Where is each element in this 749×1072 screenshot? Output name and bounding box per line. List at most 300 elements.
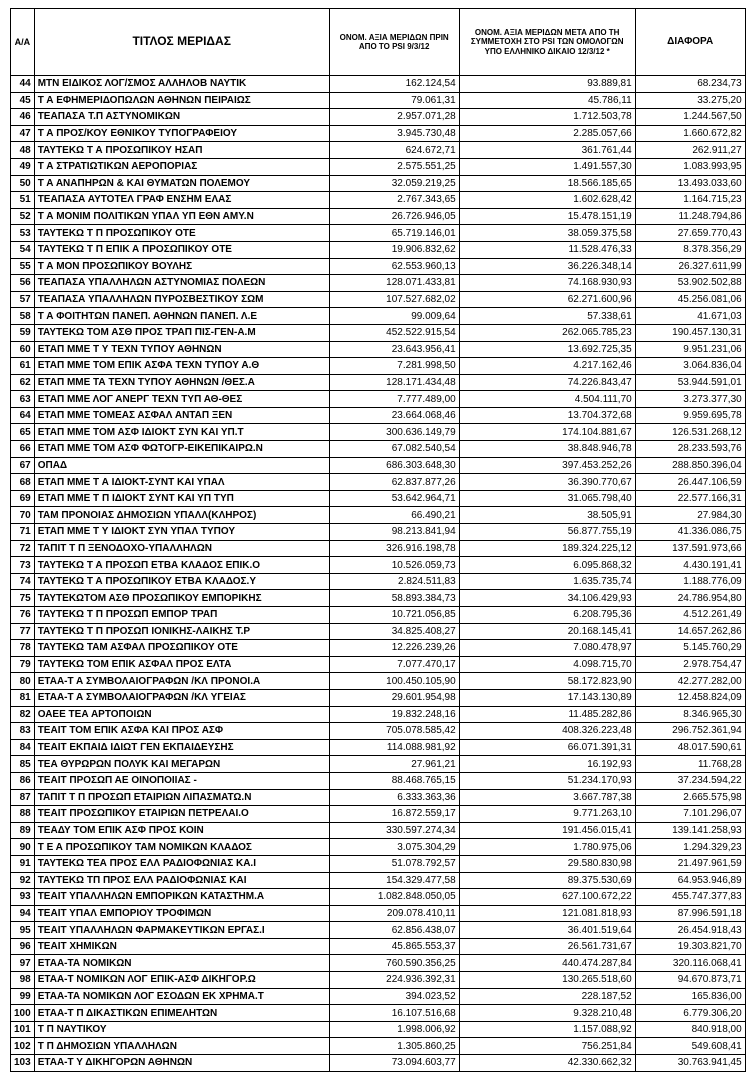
fund-title: ΤΕΑΙΤ ΠΡΟΣΩΠΙΚΟΥ ΕΤΑΙΡΙΩΝ ΠΕΤΡΕΛΑΙ.Ο — [34, 806, 329, 823]
table-row — [11, 208, 746, 225]
value-before: 100.450.105,90 — [329, 673, 459, 690]
fund-title: ΤΕΑΠΑΣΑ ΥΠΑΛΛΗΛΩΝ ΑΣΤΥΝΟΜΙΑΣ ΠΟΛΕΩΝ — [34, 275, 329, 292]
table-row — [11, 258, 746, 275]
fund-title: ΤΑΠΙΤ Τ Π ΠΡΟΣΩΠ ΕΤΑΙΡΙΩΝ ΛΙΠΑΣΜΑΤΩ.Ν — [34, 789, 329, 806]
fund-title: ΤΕΑΙΤ ΠΡΟΣΩΠ ΑΕ ΟΙΝΟΠΟΙΙΑΣ - — [34, 772, 329, 789]
fund-title: ΜΤΝ ΕΙΔΙΚΟΣ ΛΟΓ/ΣΜΟΣ ΑΛΛΗΛΟΒ ΝΑΥΤΙΚ — [34, 76, 329, 93]
fund-title: ΤΑΥΤΕΚΩ Τ Π ΠΡΟΣΩΠ ΕΜΠΟΡ ΤΡΑΠ — [34, 607, 329, 624]
value-after: 74.226.843,47 — [459, 374, 635, 391]
row-number: 98 — [11, 972, 35, 989]
table-row — [11, 855, 746, 872]
table-row — [11, 291, 746, 308]
difference: 22.577.166,31 — [635, 490, 745, 507]
table-header — [11, 9, 746, 76]
value-before: 624.672,71 — [329, 142, 459, 159]
fund-title: ΤΑΥΤΕΚΩ Τ Π ΠΡΟΣΩΠΙΚΟΥ ΟΤΕ — [34, 225, 329, 242]
fund-title: ΕΤΑΠ ΜΜΕ ΤΑ ΤΕΧΝ ΤΥΠΟΥ ΑΘΗΝΩΝ /ΘΕΣ.Α — [34, 374, 329, 391]
header-title: ΤΙΤΛΟΣ ΜΕΡΙΔΑΣ — [34, 9, 329, 76]
value-before: 114.088.981,92 — [329, 739, 459, 756]
difference: 53.902.502,88 — [635, 275, 745, 292]
value-before: 107.527.682,02 — [329, 291, 459, 308]
row-number: 90 — [11, 839, 35, 856]
row-number: 86 — [11, 772, 35, 789]
difference: 1.164.715,23 — [635, 192, 745, 209]
difference: 41.336.086,75 — [635, 524, 745, 541]
value-before: 1.082.848.050,05 — [329, 889, 459, 906]
fund-title: Τ Α ΜΟΝΙΜ ΠΟΛΙΤΙΚΩΝ ΥΠΑΛ ΥΠ ΕΘΝ ΑΜΥ.Ν — [34, 208, 329, 225]
fund-title: ΤΑΥΤΕΚΩ ΤΟΜ ΑΣΘ ΠΡΟΣ ΤΡΑΠ ΠΙΣ-ΓΕΝ-Α.Μ — [34, 324, 329, 341]
difference: 64.953.946,89 — [635, 872, 745, 889]
table-row — [11, 839, 746, 856]
value-before: 2.767.343,65 — [329, 192, 459, 209]
difference: 19.303.821,70 — [635, 938, 745, 955]
value-before: 705.078.585,42 — [329, 723, 459, 740]
row-number: 99 — [11, 988, 35, 1005]
difference: 4.512.261,49 — [635, 607, 745, 624]
table-row — [11, 308, 746, 325]
value-before: 62.553.960,13 — [329, 258, 459, 275]
value-before: 7.281.998,50 — [329, 358, 459, 375]
value-after: 38.848.946,78 — [459, 441, 635, 458]
table-row — [11, 972, 746, 989]
fund-title: ΕΤΑΑ-Τ Α ΣΥΜΒΟΛΑΙΟΓΡΑΦΩΝ /ΚΛ ΥΓΕΙΑΣ — [34, 689, 329, 706]
table-row — [11, 490, 746, 507]
difference: 3.064.836,04 — [635, 358, 745, 375]
row-number: 87 — [11, 789, 35, 806]
table-row — [11, 590, 746, 607]
difference: 5.145.760,29 — [635, 640, 745, 657]
value-after: 56.877.755,19 — [459, 524, 635, 541]
table-row — [11, 938, 746, 955]
value-after: 397.453.252,26 — [459, 457, 635, 474]
value-before: 67.082.540,54 — [329, 441, 459, 458]
table-row — [11, 109, 746, 126]
fund-title: ΕΤΑΠ ΜΜΕ Τ Π ΙΔΙΟΚΤ ΣΥΝΤ ΚΑΙ ΥΠ ΤΥΠ — [34, 490, 329, 507]
row-number: 95 — [11, 922, 35, 939]
fund-title: ΤΑΥΤΕΚΩ Τ Α ΠΡΟΣΩΠΙΚΟΥ ΗΣΑΠ — [34, 142, 329, 159]
row-number: 56 — [11, 275, 35, 292]
value-after: 34.106.429,93 — [459, 590, 635, 607]
row-number: 96 — [11, 938, 35, 955]
table-row — [11, 689, 746, 706]
difference: 11.248.794,86 — [635, 208, 745, 225]
row-number: 52 — [11, 208, 35, 225]
fund-title: ΤΕΑΙΤ ΕΚΠΑΙΔ ΙΔΙΩΤ ΓΕΝ ΕΚΠΑΙΔΕΥΣΗΣ — [34, 739, 329, 756]
row-number: 80 — [11, 673, 35, 690]
row-number: 79 — [11, 656, 35, 673]
row-number: 61 — [11, 358, 35, 375]
difference: 7.101.296,07 — [635, 806, 745, 823]
value-before: 10.526.059,73 — [329, 557, 459, 574]
fund-title: ΕΤΑΑ-ΤΑ ΝΟΜΙΚΩΝ — [34, 955, 329, 972]
table-row — [11, 955, 746, 972]
fund-title: ΕΤΑΠ ΜΜΕ Τ Υ ΙΔΙΟΚΤ ΣΥΝ ΥΠΑΛ ΤΥΠΟΥ — [34, 524, 329, 541]
value-before: 26.726.946,05 — [329, 208, 459, 225]
table-row — [11, 241, 746, 258]
difference: 1.188.776,09 — [635, 573, 745, 590]
difference: 1.244.567,50 — [635, 109, 745, 126]
table-row — [11, 507, 746, 524]
table-row — [11, 391, 746, 408]
value-before: 209.078.410,11 — [329, 905, 459, 922]
header-value-before: ΟΝΟΜ. ΑΞΙΑ ΜΕΡΙΔΩΝ ΠΡΙΝ ΑΠΟ ΤΟ PSI 9/3/12 — [329, 9, 459, 76]
value-after: 4.504.111,70 — [459, 391, 635, 408]
value-after: 42.330.662,32 — [459, 1055, 635, 1072]
row-number: 59 — [11, 324, 35, 341]
value-before: 16.872.559,17 — [329, 806, 459, 823]
value-after: 13.692.725,35 — [459, 341, 635, 358]
row-number: 102 — [11, 1038, 35, 1055]
difference: 26.327.611,99 — [635, 258, 745, 275]
value-after: 93.889,81 — [459, 76, 635, 93]
table-row — [11, 806, 746, 823]
value-before: 2.824.511,83 — [329, 573, 459, 590]
value-before: 12.226.239,26 — [329, 640, 459, 657]
table-row — [11, 175, 746, 192]
difference: 14.657.262,86 — [635, 623, 745, 640]
difference: 12.458.824,09 — [635, 689, 745, 706]
table-row — [11, 407, 746, 424]
fund-title: ΕΤΑΠ ΜΜΕ ΤΟΜ ΕΠΙΚ ΑΣΦΑ ΤΕΧΝ ΤΥΠΟΥ Α.Θ — [34, 358, 329, 375]
value-after: 440.474.287,84 — [459, 955, 635, 972]
value-after: 408.326.223,48 — [459, 723, 635, 740]
table-row — [11, 905, 746, 922]
row-number: 78 — [11, 640, 35, 657]
table-row — [11, 822, 746, 839]
difference: 26.454.918,43 — [635, 922, 745, 939]
fund-title: ΕΤΑΠ ΜΜΕ Τ Υ ΤΕΧΝ ΤΥΠΟΥ ΑΘΗΝΩΝ — [34, 341, 329, 358]
fund-title: Τ Α ΦΟΙΤΗΤΩΝ ΠΑΝΕΠ. ΑΘΗΝΩΝ ΠΑΝΕΠ. Λ.Ε — [34, 308, 329, 325]
table-row — [11, 723, 746, 740]
difference: 94.670.873,71 — [635, 972, 745, 989]
value-after: 7.080.478,97 — [459, 640, 635, 657]
header-row — [11, 9, 746, 76]
value-before: 79.061,31 — [329, 92, 459, 109]
value-after: 4.217.162,46 — [459, 358, 635, 375]
fund-title: ΤΑΥΤΕΚΩ ΤΠ ΠΡΟΣ ΕΛΛ ΡΑΔΙΟΦΩΝΙΑΣ ΚΑΙ — [34, 872, 329, 889]
table-row — [11, 573, 746, 590]
row-number: 72 — [11, 540, 35, 557]
fund-title: ΤΑΥΤΕΚΩ Τ Α ΠΡΟΣΩΠΙΚΟΥ ΕΤΒΑ ΚΛΑΔΟΣ.Υ — [34, 573, 329, 590]
header-value-after: ΟΝΟΜ. ΑΞΙΑ ΜΕΡΙΔΩΝ ΜΕΤΑ ΑΠΟ ΤΗ ΣΥΜΜΕΤΟΧΗ ΣΤΟ PSI ΤΩΝ ΟΜΟΛΟΓΩΝ ΥΠΟ ΕΛΛΗΝΙΚΟ ΔΙΚΑΙΟ 12/3/12 * — [459, 9, 635, 76]
value-before: 19.832.248,16 — [329, 706, 459, 723]
value-after: 11.485.282,86 — [459, 706, 635, 723]
value-after: 66.071.391,31 — [459, 739, 635, 756]
fund-title: ΟΑΕΕ ΤΕΑ ΑΡΤΟΠΟΙΩΝ — [34, 706, 329, 723]
difference: 296.752.361,94 — [635, 723, 745, 740]
difference: 262.911,27 — [635, 142, 745, 159]
value-before: 98.213.841,94 — [329, 524, 459, 541]
row-number: 103 — [11, 1055, 35, 1072]
table-row — [11, 341, 746, 358]
row-number: 44 — [11, 76, 35, 93]
value-after: 13.704.372,68 — [459, 407, 635, 424]
value-before: 45.865.553,37 — [329, 938, 459, 955]
table-row — [11, 1021, 746, 1038]
value-after: 3.667.787,38 — [459, 789, 635, 806]
row-number: 60 — [11, 341, 35, 358]
table-row — [11, 424, 746, 441]
fund-title: Τ Ε Α ΠΡΟΣΩΠΙΚΟΥ ΤΑΜ ΝΟΜΙΚΩΝ ΚΛΑΔΟΣ — [34, 839, 329, 856]
difference: 165.836,00 — [635, 988, 745, 1005]
fund-title: ΤΑΠΙΤ Τ Π ΞΕΝΟΔΟΧΟ-ΥΠΑΛΛΗΛΩΝ — [34, 540, 329, 557]
difference: 320.116.068,41 — [635, 955, 745, 972]
row-number: 75 — [11, 590, 35, 607]
value-before: 88.468.765,15 — [329, 772, 459, 789]
difference: 288.850.396,04 — [635, 457, 745, 474]
value-before: 1.998.006,92 — [329, 1021, 459, 1038]
value-after: 189.324.225,12 — [459, 540, 635, 557]
fund-title: ΤΕΑΙΤ ΥΠΑΛΛΗΛΩΝ ΦΑΡΜΑΚΕΥΤΙΚΩΝ ΕΡΓΑΣ.Ι — [34, 922, 329, 939]
row-number: 84 — [11, 739, 35, 756]
fund-title: Τ Α ΠΡΟΣ/ΚΟΥ ΕΘΝΙΚΟΥ ΤΥΠΟΓΡΑΦΕΙΟΥ — [34, 125, 329, 142]
value-after: 1.602.628,42 — [459, 192, 635, 209]
fund-title: ΕΤΑΠ ΜΜΕ Τ Α ΙΔΙΟΚΤ-ΣΥΝΤ ΚΑΙ ΥΠΑΛ — [34, 474, 329, 491]
difference: 27.659.770,43 — [635, 225, 745, 242]
row-number: 81 — [11, 689, 35, 706]
fund-title: ΤΕΑΔΥ ΤΟΜ ΕΠΙΚ ΑΣΦ ΠΡΟΣ ΚΟΙΝ — [34, 822, 329, 839]
difference: 8.346.965,30 — [635, 706, 745, 723]
difference: 6.779.306,20 — [635, 1005, 745, 1022]
value-before: 62.856.438,07 — [329, 922, 459, 939]
value-before: 51.078.792,57 — [329, 855, 459, 872]
table-row — [11, 524, 746, 541]
fund-title: ΤΕΑΠΑΣΑ ΥΠΑΛΛΗΛΩΝ ΠΥΡΟΣΒΕΣΤΙΚΟΥ ΣΩΜ — [34, 291, 329, 308]
value-before: 452.522.915,54 — [329, 324, 459, 341]
fund-title: ΕΤΑΑ-Τ Π ΔΙΚΑΣΤΙΚΩΝ ΕΠΙΜΕΛΗΤΩΝ — [34, 1005, 329, 1022]
difference: 13.493.033,60 — [635, 175, 745, 192]
difference: 139.141.258,93 — [635, 822, 745, 839]
fund-title: ΕΤΑΠ ΜΜΕ ΤΟΜ ΑΣΦ ΦΩΤΟΓΡ-ΕΙΚΕΠΙΚΑΙΡΩ.Ν — [34, 441, 329, 458]
table-row — [11, 872, 746, 889]
value-after: 1.712.503,78 — [459, 109, 635, 126]
value-after: 130.265.518,60 — [459, 972, 635, 989]
value-after: 38.059.375,58 — [459, 225, 635, 242]
row-number: 89 — [11, 822, 35, 839]
value-before: 3.075.304,29 — [329, 839, 459, 856]
value-after: 756.251,84 — [459, 1038, 635, 1055]
row-number: 94 — [11, 905, 35, 922]
value-before: 686.303.648,30 — [329, 457, 459, 474]
value-after: 36.401.519,64 — [459, 922, 635, 939]
value-before: 16.107.516,68 — [329, 1005, 459, 1022]
difference: 42.277.282,00 — [635, 673, 745, 690]
value-after: 31.065.798,40 — [459, 490, 635, 507]
value-before: 7.077.470,17 — [329, 656, 459, 673]
value-after: 361.761,44 — [459, 142, 635, 159]
difference: 2.978.754,47 — [635, 656, 745, 673]
value-after: 6.208.795,36 — [459, 607, 635, 624]
fund-title: ΤΕΑΙΤ ΤΟΜ ΕΠΙΚ ΑΣΦΑ ΚΑΙ ΠΡΟΣ ΑΣΦ — [34, 723, 329, 740]
fund-title: ΕΤΑΠ ΜΜΕ ΛΟΓ ΑΝΕΡΓ ΤΕΧΝ ΤΥΠ ΑΘ-ΘΕΣ — [34, 391, 329, 408]
row-number: 85 — [11, 756, 35, 773]
value-after: 15.478.151,19 — [459, 208, 635, 225]
table-row — [11, 772, 746, 789]
row-number: 100 — [11, 1005, 35, 1022]
table-row — [11, 1005, 746, 1022]
difference: 45.256.081,06 — [635, 291, 745, 308]
value-after: 228.187,52 — [459, 988, 635, 1005]
table-row — [11, 656, 746, 673]
difference: 24.786.954,80 — [635, 590, 745, 607]
row-number: 50 — [11, 175, 35, 192]
difference: 2.665.575,98 — [635, 789, 745, 806]
table-row — [11, 275, 746, 292]
fund-title: Τ Π ΔΗΜΟΣΙΩΝ ΥΠΑΛΛΗΛΩΝ — [34, 1038, 329, 1055]
row-number: 97 — [11, 955, 35, 972]
value-before: 32.059.219,25 — [329, 175, 459, 192]
difference: 37.234.594,22 — [635, 772, 745, 789]
value-before: 65.719.146,01 — [329, 225, 459, 242]
value-after: 1.491.557,30 — [459, 158, 635, 175]
difference: 840.918,00 — [635, 1021, 745, 1038]
difference: 4.430.191,41 — [635, 557, 745, 574]
fund-title: ΕΤΑΠ ΜΜΕ ΤΟΜΕΑΣ ΑΣΦΑΛ ΑΝΤΑΠ ΞΕΝ — [34, 407, 329, 424]
row-number: 63 — [11, 391, 35, 408]
fund-title: ΤΑΥΤΕΚΩΤΟΜ ΑΣΘ ΠΡΟΣΩΠΙΚΟΥ ΕΜΠΟΡΙΚΗΣ — [34, 590, 329, 607]
fund-title: ΕΤΑΠ ΜΜΕ ΤΟΜ ΑΣΦ ΙΔΙΟΚΤ ΣΥΝ ΚΑΙ ΥΠ.Τ — [34, 424, 329, 441]
value-before: 10.721.056,85 — [329, 607, 459, 624]
value-before: 128.171.434,48 — [329, 374, 459, 391]
value-before: 58.893.384,73 — [329, 590, 459, 607]
value-after: 121.081.818,93 — [459, 905, 635, 922]
table-row — [11, 474, 746, 491]
row-number: 70 — [11, 507, 35, 524]
table-row — [11, 76, 746, 93]
table-row — [11, 988, 746, 1005]
fund-title: ΤΑΥΤΕΚΩ Τ Π ΠΡΟΣΩΠ ΙΟΝΙΚΗΣ-ΛΑΙΚΗΣ Τ.Ρ — [34, 623, 329, 640]
fund-title: ΤΑΥΤΕΚΩ ΤΟΜ ΕΠΙΚ ΑΣΦΑΛ ΠΡΟΣ ΕΛΤΑ — [34, 656, 329, 673]
value-before: 27.961,21 — [329, 756, 459, 773]
value-before: 2.957.071,28 — [329, 109, 459, 126]
value-before: 3.945.730,48 — [329, 125, 459, 142]
table-row — [11, 623, 746, 640]
value-before: 73.094.603,77 — [329, 1055, 459, 1072]
row-number: 58 — [11, 308, 35, 325]
value-after: 2.285.057,66 — [459, 125, 635, 142]
difference: 30.763.941,45 — [635, 1055, 745, 1072]
value-after: 6.095.868,32 — [459, 557, 635, 574]
value-after: 62.271.600,96 — [459, 291, 635, 308]
row-number: 93 — [11, 889, 35, 906]
value-after: 89.375.530,69 — [459, 872, 635, 889]
value-after: 16.192,93 — [459, 756, 635, 773]
value-after: 45.786,11 — [459, 92, 635, 109]
difference: 1.294.329,23 — [635, 839, 745, 856]
fund-title: Τ Π ΝΑΥΤΙΚΟΥ — [34, 1021, 329, 1038]
value-after: 1.635.735,74 — [459, 573, 635, 590]
header-aa: Α/Α — [11, 9, 35, 76]
value-after: 262.065.785,23 — [459, 324, 635, 341]
row-number: 45 — [11, 92, 35, 109]
value-after: 74.168.930,93 — [459, 275, 635, 292]
value-before: 34.825.408,27 — [329, 623, 459, 640]
table-row — [11, 142, 746, 159]
row-number: 53 — [11, 225, 35, 242]
value-after: 36.390.770,67 — [459, 474, 635, 491]
row-number: 65 — [11, 424, 35, 441]
value-before: 128.071.433,81 — [329, 275, 459, 292]
row-number: 101 — [11, 1021, 35, 1038]
fund-title: ΤΑΜ ΠΡΟΝΟΙΑΣ ΔΗΜΟΣΙΩΝ ΥΠΑΛΛ(ΚΛΗΡΟΣ) — [34, 507, 329, 524]
value-before: 2.575.551,25 — [329, 158, 459, 175]
fund-title: Τ Α ΕΦΗΜΕΡΙΔΟΠΩΛΩΝ ΑΘΗΝΩΝ ΠΕΙΡΑΙΩΣ — [34, 92, 329, 109]
value-after: 38.505,91 — [459, 507, 635, 524]
value-before: 224.936.392,31 — [329, 972, 459, 989]
fund-title: ΕΤΑΑ-ΤΑ ΝΟΜΙΚΩΝ ΛΟΓ ΕΣΟΔΩΝ ΕΚ ΧΡΗΜΑ.Τ — [34, 988, 329, 1005]
table-row — [11, 374, 746, 391]
table-row — [11, 158, 746, 175]
table-row — [11, 789, 746, 806]
fund-title: Τ Α ΣΤΡΑΤΙΩΤΙΚΩΝ ΑΕΡΟΠΟΡΙΑΣ — [34, 158, 329, 175]
fund-title: ΤΕΑΙΤ ΥΠΑΛΛΗΛΩΝ ΕΜΠΟΡΙΚΩΝ ΚΑΤΑΣΤΗΜ.Α — [34, 889, 329, 906]
fund-title: ΕΤΑΑ-Τ ΝΟΜΙΚΩΝ ΛΟΓ ΕΠΙΚ-ΑΣΦ ΔΙΚΗΓΟΡ.Ω — [34, 972, 329, 989]
value-before: 394.023,52 — [329, 988, 459, 1005]
row-number: 57 — [11, 291, 35, 308]
row-number: 68 — [11, 474, 35, 491]
value-after: 1.780.975,06 — [459, 839, 635, 856]
value-after: 51.234.170,93 — [459, 772, 635, 789]
difference: 455.747.377,83 — [635, 889, 745, 906]
difference: 26.447.106,59 — [635, 474, 745, 491]
difference: 27.984,30 — [635, 507, 745, 524]
table-row — [11, 640, 746, 657]
row-number: 82 — [11, 706, 35, 723]
fund-title: ΤΕΑΠΑΣΑ Τ.Π ΑΣΤΥΝΟΜΙΚΩΝ — [34, 109, 329, 126]
table-row — [11, 607, 746, 624]
value-before: 154.329.477,58 — [329, 872, 459, 889]
value-before: 760.590.356,25 — [329, 955, 459, 972]
difference: 1.083.993,95 — [635, 158, 745, 175]
value-after: 36.226.348,14 — [459, 258, 635, 275]
row-number: 66 — [11, 441, 35, 458]
value-after: 20.168.145,41 — [459, 623, 635, 640]
row-number: 73 — [11, 557, 35, 574]
row-number: 67 — [11, 457, 35, 474]
fund-title: ΤΕΑΠΑΣΑ ΑΥΤΟΤΕΛ ΓΡΑΦ ΕΝΣΗΜ ΕΛΑΣ — [34, 192, 329, 209]
value-before: 23.664.068,46 — [329, 407, 459, 424]
value-after: 1.157.088,92 — [459, 1021, 635, 1038]
value-after: 26.561.731,67 — [459, 938, 635, 955]
value-before: 330.597.274,34 — [329, 822, 459, 839]
table-row — [11, 225, 746, 242]
difference: 48.017.590,61 — [635, 739, 745, 756]
value-before: 66.490,21 — [329, 507, 459, 524]
row-number: 92 — [11, 872, 35, 889]
fund-title: Τ Α ΑΝΑΠΗΡΩΝ & ΚΑΙ ΘΥΜΑΤΩΝ ΠΟΛΕΜΟΥ — [34, 175, 329, 192]
table-row — [11, 358, 746, 375]
pension-funds-table — [10, 8, 746, 1072]
value-after: 4.098.715,70 — [459, 656, 635, 673]
table-row — [11, 92, 746, 109]
fund-title: ΤΕΑΙΤ ΥΠΑΛ ΕΜΠΟΡΙΟΥ ΤΡΟΦΙΜΩΝ — [34, 905, 329, 922]
value-after: 58.172.823,90 — [459, 673, 635, 690]
table-row — [11, 441, 746, 458]
fund-title: ΕΤΑΑ-Τ Υ ΔΙΚΗΓΟΡΩΝ ΑΘΗΝΩΝ — [34, 1055, 329, 1072]
row-number: 51 — [11, 192, 35, 209]
value-after: 9.328.210,48 — [459, 1005, 635, 1022]
table-row — [11, 192, 746, 209]
difference: 137.591.973,66 — [635, 540, 745, 557]
difference: 53.944.591,01 — [635, 374, 745, 391]
row-number: 46 — [11, 109, 35, 126]
value-after: 57.338,61 — [459, 308, 635, 325]
row-number: 47 — [11, 125, 35, 142]
difference: 190.457.130,31 — [635, 324, 745, 341]
difference: 68.234,73 — [635, 76, 745, 93]
difference: 28.233.593,76 — [635, 441, 745, 458]
row-number: 83 — [11, 723, 35, 740]
